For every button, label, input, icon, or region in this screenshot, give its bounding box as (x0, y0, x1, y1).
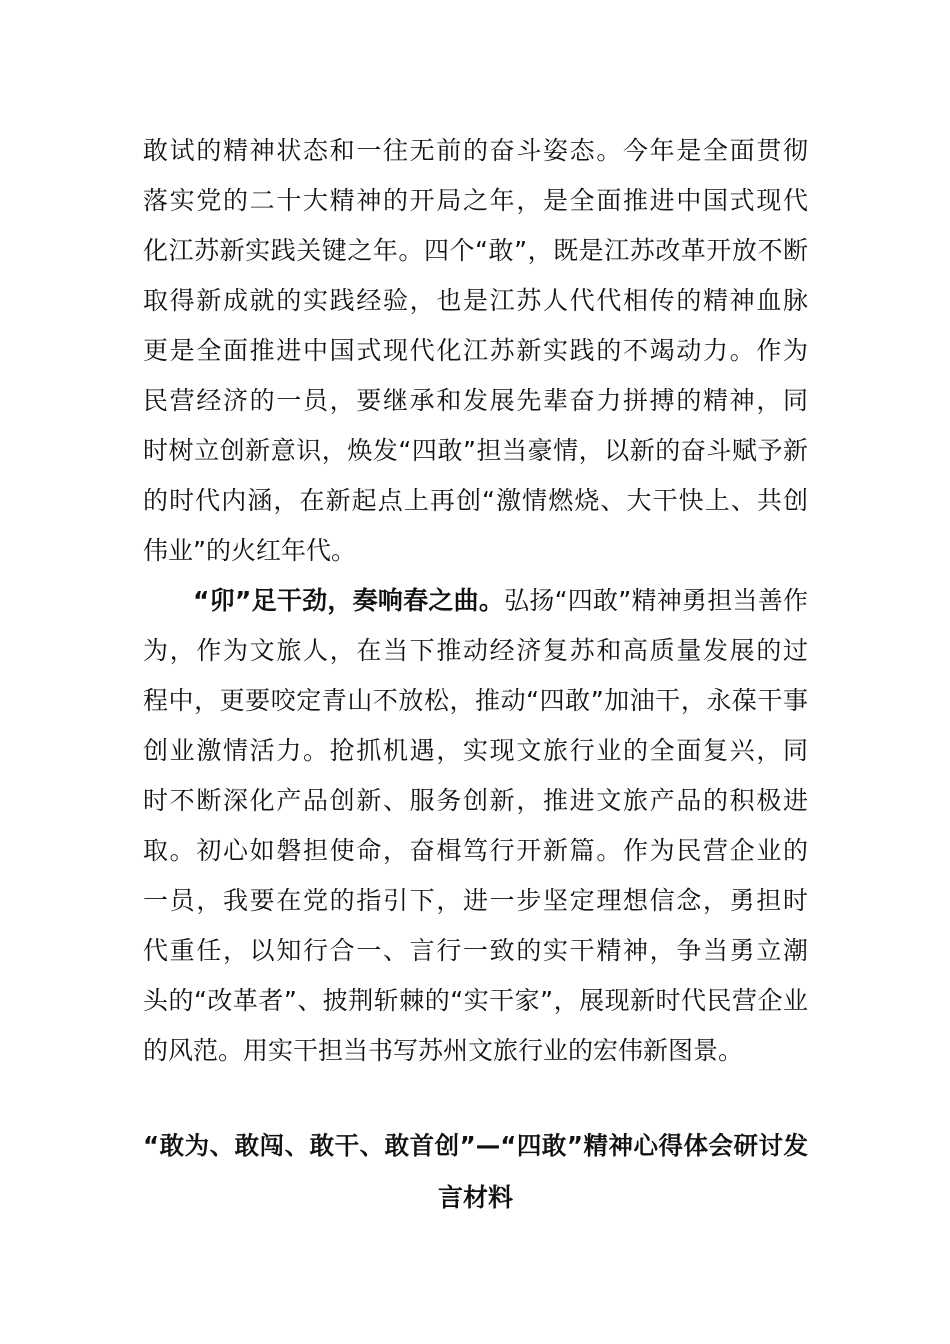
paragraph-1-line: 民营经济的一员，要继承和发展先辈奋力拼搏的精神，同 (143, 386, 808, 415)
paragraph-2-line: 一员，我要在党的指引下，进一步坚定理想信念，勇担时 (143, 886, 808, 915)
paragraph-2-first-line-text: 弘扬“四敢”精神勇担当善作 (504, 586, 808, 615)
paragraph-1-line: 时树立创新意识，焕发“四敢”担当豪情，以新的奋斗赋予新 (143, 436, 808, 465)
paragraph-2-line: 的风范。用实干担当书写苏州文旅行业的宏伟新图景。 (143, 1036, 744, 1065)
paragraph-1-line: 伟业”的火红年代。 (143, 536, 356, 565)
title-line-1: “敢为、敢闯、敢干、敢首创”—“四敢”精神心得体会研讨发 (143, 1131, 808, 1160)
paragraph-2 (143, 576, 808, 1076)
paragraph-2-line: 取。初心如磐担使命，奋楫笃行开新篇。作为民营企业的 (143, 836, 808, 865)
paragraph-2-line: 代重任，以知行合一、言行一致的实干精神，争当勇立潮 (143, 936, 808, 965)
title-line-2: 言材料 (437, 1183, 513, 1212)
paragraph-1-line: 的时代内涵，在新起点上再创“激情燃烧、大干快上、共创 (143, 486, 808, 515)
paragraph-1 (143, 126, 808, 576)
paragraph-1-line: 敢试的精神状态和一往无前的奋斗姿态。今年是全面贯彻 (143, 136, 808, 165)
paragraph-1-line: 取得新成就的实践经验，也是江苏人代代相传的精神血脉 (143, 286, 808, 315)
paragraph-2-line: 头的“改革者”、披荆斩棘的“实干家”，展现新时代民营企业 (143, 986, 808, 1015)
paragraph-2-line: 程中，更要咬定青山不放松，推动“四敢”加油干，永葆干事 (143, 686, 808, 715)
paragraph-2-line: 为，作为文旅人，在当下推动经济复苏和高质量发展的过 (143, 636, 808, 665)
paragraph-2-line: 时不断深化产品创新、服务创新，推进文旅产品的积极进 (143, 786, 808, 815)
paragraph-1-line: 化江苏新实践关键之年。四个“敢”，既是江苏改革开放不断 (143, 236, 808, 265)
paragraph-2-lead-heading: “卯”足干劲，奏响春之曲。 (193, 586, 505, 615)
paragraph-1-line: 落实党的二十大精神的开局之年，是全面推进中国式现代 (143, 186, 808, 215)
paragraph-2-line: 创业激情活力。抢抓机遇，实现文旅行业的全面复兴，同 (143, 736, 808, 765)
document-title (143, 1120, 808, 1224)
paragraph-1-line: 更是全面推进中国式现代化江苏新实践的不竭动力。作为 (143, 336, 808, 365)
paragraph-2-first-line (143, 576, 808, 626)
